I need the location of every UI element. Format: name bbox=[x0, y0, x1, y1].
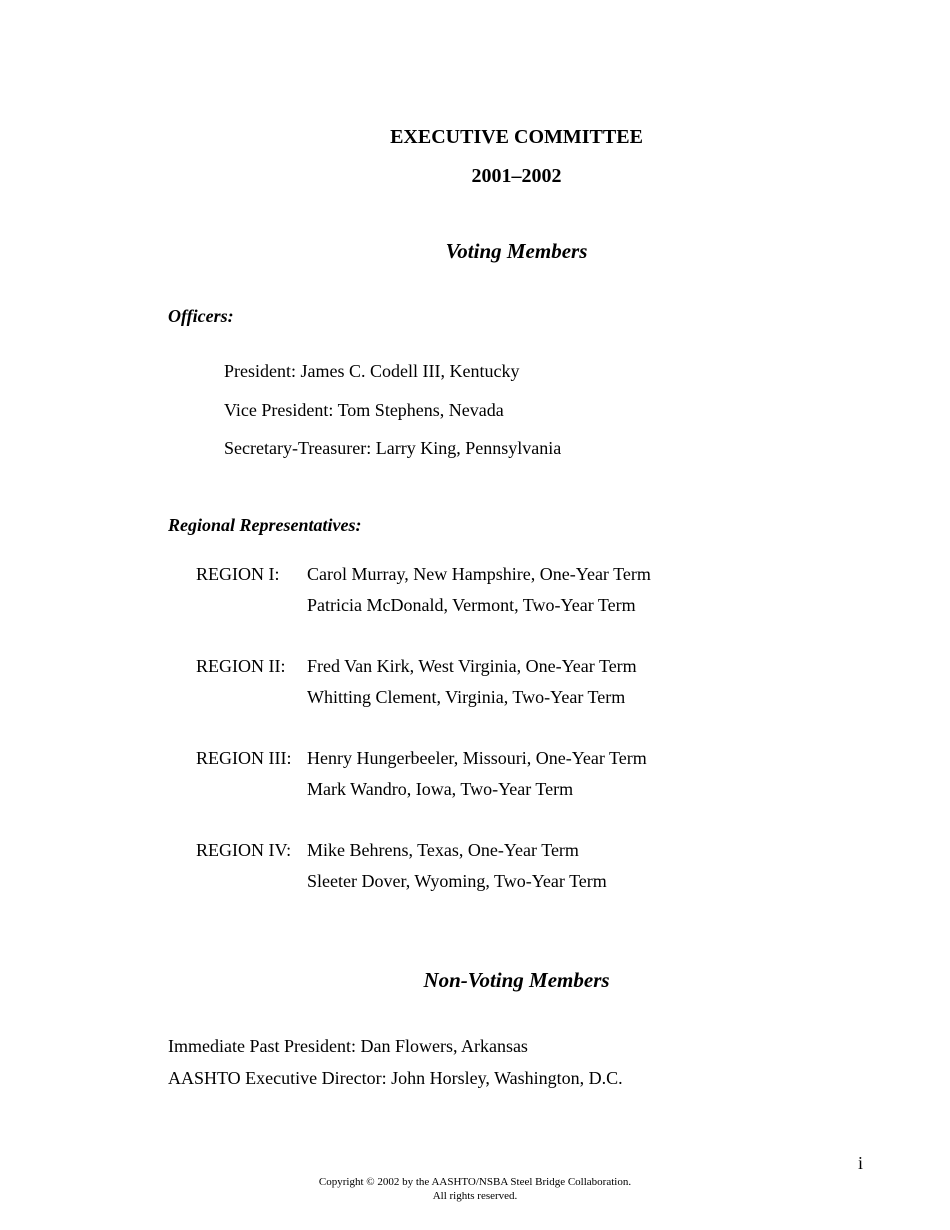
region-member: Fred Van Kirk, West Virginia, One-Year Term bbox=[307, 656, 637, 676]
page-title: EXECUTIVE COMMITTEE bbox=[390, 126, 643, 148]
officer-vice-president: Vice President: Tom Stephens, Nevada bbox=[224, 400, 504, 420]
region-member: Sleeter Dover, Wyoming, Two-Year Term bbox=[307, 871, 607, 891]
voting-members-heading: Voting Members bbox=[445, 239, 588, 263]
officer-secretary-treasurer: Secretary-Treasurer: Larry King, Pennsylvania bbox=[224, 438, 562, 458]
year-range: 2001–2002 bbox=[471, 165, 562, 187]
region-member: Mark Wandro, Iowa, Two-Year Term bbox=[307, 779, 574, 799]
page-number: i bbox=[858, 1153, 864, 1173]
region-member: Henry Hungerbeeler, Missouri, One-Year Term bbox=[307, 748, 647, 768]
region-label: REGION III: bbox=[196, 748, 292, 768]
region-label: REGION I: bbox=[196, 564, 280, 584]
non-voting-member: Immediate Past President: Dan Flowers, Arkansas bbox=[168, 1036, 528, 1056]
regional-representatives-label: Regional Representatives: bbox=[168, 515, 362, 535]
non-voting-member: AASHTO Executive Director: John Horsley, Washington, D.C. bbox=[168, 1068, 623, 1088]
non-voting-members-heading: Non-Voting Members bbox=[423, 968, 610, 992]
officer-president: President: James C. Codell III, Kentucky bbox=[224, 361, 520, 381]
officers-label: Officers: bbox=[168, 306, 234, 326]
region-member: Patricia McDonald, Vermont, Two-Year Term bbox=[307, 595, 636, 615]
region-member: Mike Behrens, Texas, One-Year Term bbox=[307, 840, 579, 860]
region-member: Carol Murray, New Hampshire, One-Year Term bbox=[307, 564, 651, 584]
region-member: Whitting Clement, Virginia, Two-Year Term bbox=[307, 687, 626, 707]
region-label: REGION IV: bbox=[196, 840, 292, 860]
copyright-line-1: Copyright © 2002 by the AASHTO/NSBA Steel Bridge Collaboration. bbox=[318, 1176, 632, 1188]
region-label: REGION II: bbox=[196, 656, 286, 676]
copyright-line-2: All rights reserved. bbox=[432, 1190, 518, 1202]
